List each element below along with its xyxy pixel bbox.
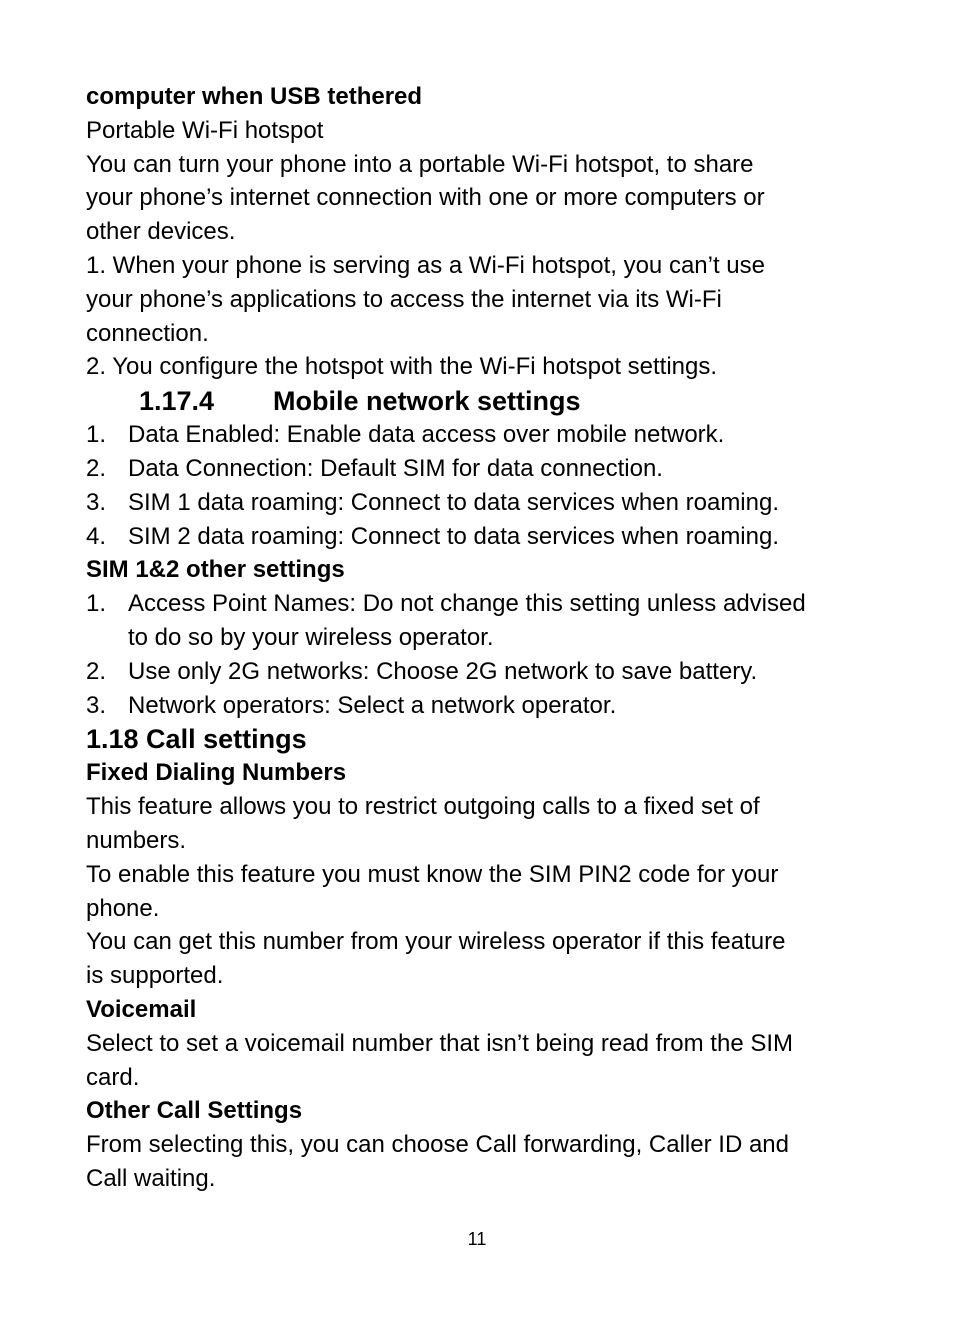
list-item — [86, 452, 886, 486]
list-item — [86, 486, 886, 520]
section-title: Mobile network settings — [273, 386, 581, 417]
list-item — [86, 689, 886, 723]
hotspot-paragraph-line: other devices. — [86, 218, 236, 246]
hotspot-note-1-line: connection. — [86, 319, 209, 347]
list-text — [128, 587, 886, 655]
fixed-dialing-line: This feature allows you to restrict outgoing calls to a fixed set of — [86, 793, 760, 821]
fixed-dialing-line: numbers. — [86, 826, 187, 854]
list-text: SIM 2 data roaming: Connect to data services when roaming. — [128, 522, 779, 550]
list-text: Network operators: Select a network operator. — [128, 691, 617, 719]
list-number: 1. — [86, 421, 107, 449]
mobile-network-heading — [86, 384, 886, 418]
other-call-settings-line: Call waiting. — [86, 1164, 216, 1192]
sim-other-settings-heading: SIM 1&2 other settings — [86, 556, 345, 584]
list-number: 1. — [86, 590, 107, 618]
list-item — [86, 587, 886, 655]
list-number: 2. — [86, 454, 107, 482]
list-text: Use only 2G networks: Choose 2G network to save battery. — [128, 657, 758, 685]
section-number: 1.17.4 — [139, 386, 215, 417]
fixed-dialing-heading: Fixed Dialing Numbers — [86, 759, 347, 787]
usb-tether-heading-tail: computer when USB tethered — [86, 83, 423, 110]
voicemail-line: card. — [86, 1063, 140, 1091]
voicemail-heading: Voicemail — [86, 995, 197, 1023]
fixed-dialing-line: You can get this number from your wireless operator if this feature — [86, 928, 786, 956]
hotspot-note-2: 2. You configure the hotspot with the Wi-Fi hotspot settings. — [86, 353, 718, 381]
page-number: 11 — [467, 1229, 487, 1249]
hotspot-note-1-line: your phone’s applications to access the internet via its Wi-Fi — [86, 285, 722, 313]
hotspot-title: Portable Wi-Fi hotspot — [86, 116, 324, 144]
fixed-dialing-line: is supported. — [86, 962, 224, 990]
hotspot-note-1-line: 1. When your phone is serving as a Wi-Fi hotspot, you can’t use — [86, 251, 765, 279]
fixed-dialing-line: To enable this feature you must know the SIM PIN2 code for your — [86, 860, 779, 888]
list-text: Data Connection: Default SIM for data connection. — [128, 454, 663, 482]
fixed-dialing-line: phone. — [86, 894, 160, 922]
list-number: 2. — [86, 657, 107, 685]
list-item — [86, 655, 886, 689]
voicemail-line: Select to set a voicemail number that isn’t being read from the SIM — [86, 1029, 794, 1057]
other-call-settings-heading: Other Call Settings — [86, 1097, 303, 1125]
hotspot-paragraph-line: You can turn your phone into a portable Wi-Fi hotspot, to share — [86, 150, 754, 178]
list-text: Data Enabled: Enable data access over mobile network. — [128, 421, 725, 449]
list-number: 3. — [86, 488, 107, 516]
other-call-settings-line: From selecting this, you can choose Call forwarding, Caller ID and — [86, 1131, 789, 1159]
list-item — [86, 520, 886, 554]
list-item — [86, 418, 886, 452]
list-text-line: to do so by your wireless operator. — [128, 623, 494, 651]
hotspot-paragraph-line: your phone’s internet connection with one or more computers or — [86, 184, 765, 212]
document-page — [86, 80, 886, 1196]
list-number: 3. — [86, 691, 107, 719]
list-text-line: Access Point Names: Do not change this setting unless advised — [128, 590, 806, 618]
list-number: 4. — [86, 522, 107, 550]
list-text: SIM 1 data roaming: Connect to data services when roaming. — [128, 488, 779, 516]
call-settings-heading: 1.18 Call settings — [86, 724, 307, 755]
